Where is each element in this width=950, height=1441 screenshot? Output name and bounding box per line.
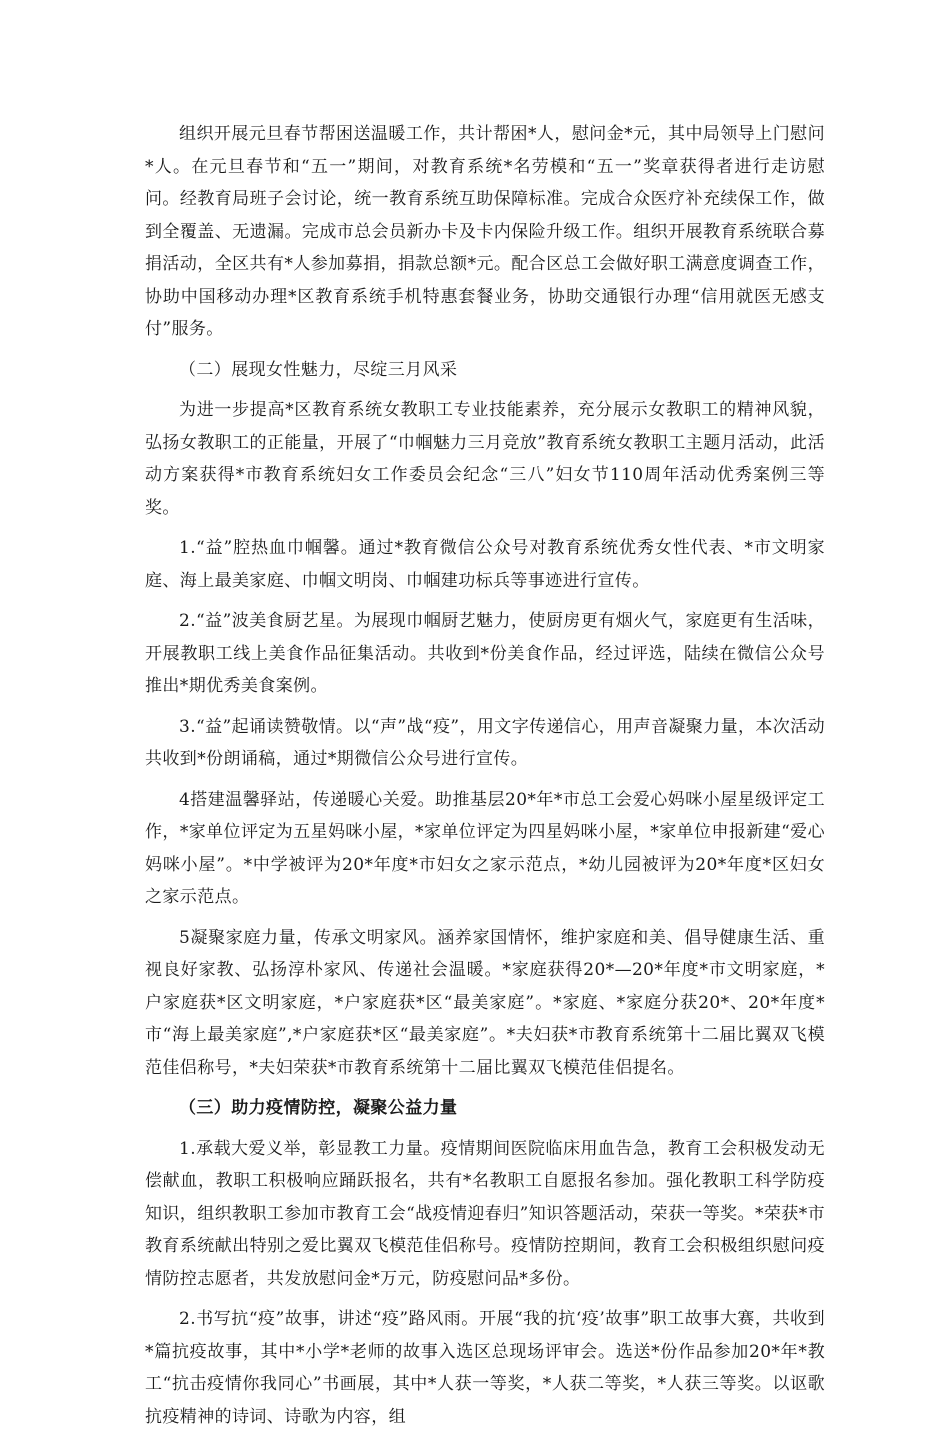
list-item-2-1: 1.“益”腔热血巾帼馨。通过*教育微信公众号对教育系统优秀女性代表、*市文明家庭、海上最美家庭、巾帼文明岗、巾帼建功标兵等事迹进行宣传。 (145, 538, 825, 591)
section-heading-2: （二）展现女性魅力，尽绽三月风采 (179, 359, 458, 380)
paragraph-women-intro: 为进一步提高*区教育系统女教职工专业技能素养，充分展示女教职工的精神风貌，弘扬女教职工的正能量，开展了“巾帼魅力三月竞放”教育系统女教职工主题月活动，此活动方案获得*市教育系统妇女工作委员会纪念“三八”妇女节110周年活动优秀案例三等奖。 (145, 400, 825, 518)
list-item-2-2: 2.“益”波美食厨艺星。为展现巾帼厨艺魅力，使厨房更有烟火气，家庭更有生活味，开展教职工线上美食作品征集活动。共收到*份美食作品，经过评选，陆续在微信公众号推出*期优秀美食案例。 (145, 611, 825, 696)
document-page (145, 118, 825, 1441)
paragraph-condolence-work: 组织开展元旦春节帮困送温暖工作，共计帮困*人，慰问金*元，其中局领导上门慰问*人。在元旦春节和“五一”期间，对教育系统*名劳模和“五一”奖章获得者进行走访慰问。经教育局班子会讨论，统一教育系统互助保障标准。完成合众医疗补充续保工作，做到全覆盖、无遗漏。完成市总会员新办卡及卡内保险升级工作。组织开展教育系统联合募捐活动，全区共有*人参加募捐，捐款总额*元。配合区总工会做好职工满意度调查工作，协助中国移动办理*区教育系统手机特惠套餐业务，协助交通银行办理“信用就医无感支付”服务。 (145, 124, 825, 339)
list-item-3-1: 1.承载大爱义举，彰显教工力量。疫情期间医院临床用血告急，教育工会积极发动无偿献血，教职工积极响应踊跃报名，共有*名教职工自愿报名参加。强化教职工科学防疫知识，组织教职工参加市教育工会“战疫情迎春归”知识答题活动，荣获一等奖。*荣获*市教育系统献出特别之爱比翼双飞模范佳侣称号。疫情防控期间，教育工会积极组织慰问疫情防控志愿者，共发放慰问金*万元，防疫慰问品*多份。 (145, 1138, 825, 1289)
list-item-2-5: 5凝聚家庭力量，传承文明家风。涵养家国情怀，维护家庭和美、倡导健康生活、重视良好家教、弘扬淳朴家风、传递社会温暖。*家庭获得20*—20*年度*市文明家庭，*户家庭获*区文明家庭，*户家庭获*区“最美家庭”。*家庭、*家庭分获20*、20*年度*市“海上最美家庭”,*户家庭获*区“最美家庭”。*夫妇获*市教育系统第十二届比翼双飞模范佳侣称号，*夫妇荣获*市教育系统第十二届比翼双飞模范佳侣提名。 (145, 927, 825, 1078)
list-item-2-3: 3.“益”起诵读赞敬情。以“声”战“疫”，用文字传递信心，用声音凝聚力量，本次活动共收到*份朗诵稿，通过*期微信公众号进行宣传。 (145, 716, 825, 769)
section-heading-3: （三）助力疫情防控，凝聚公益力量 (179, 1098, 458, 1118)
list-item-2-4: 4搭建温馨驿站，传递暖心关爱。助推基层20*年*市总工会爱心妈咪小屋星级评定工作，*家单位评定为五星妈咪小屋，*家单位评定为四星妈咪小屋，*家单位申报新建“爱心妈咪小屋”。*中学被评为20*年度*市妇女之家示范点，*幼儿园被评为20*年度*区妇女之家示范点。 (145, 789, 825, 907)
list-item-3-2: 2.书写抗“疫”故事，讲述“疫”路风雨。开展“我的抗‘疫’故事”职工故事大赛，共收到*篇抗疫故事，其中*小学*老师的故事入选区总现场评审会。选送*份作品参加20*年*教工“抗击疫情你我同心”书画展，其中*人获一等奖，*人获二等奖，*人获三等奖。以讴歌抗疫精神的诗词、诗歌为内容，组 (145, 1309, 825, 1427)
